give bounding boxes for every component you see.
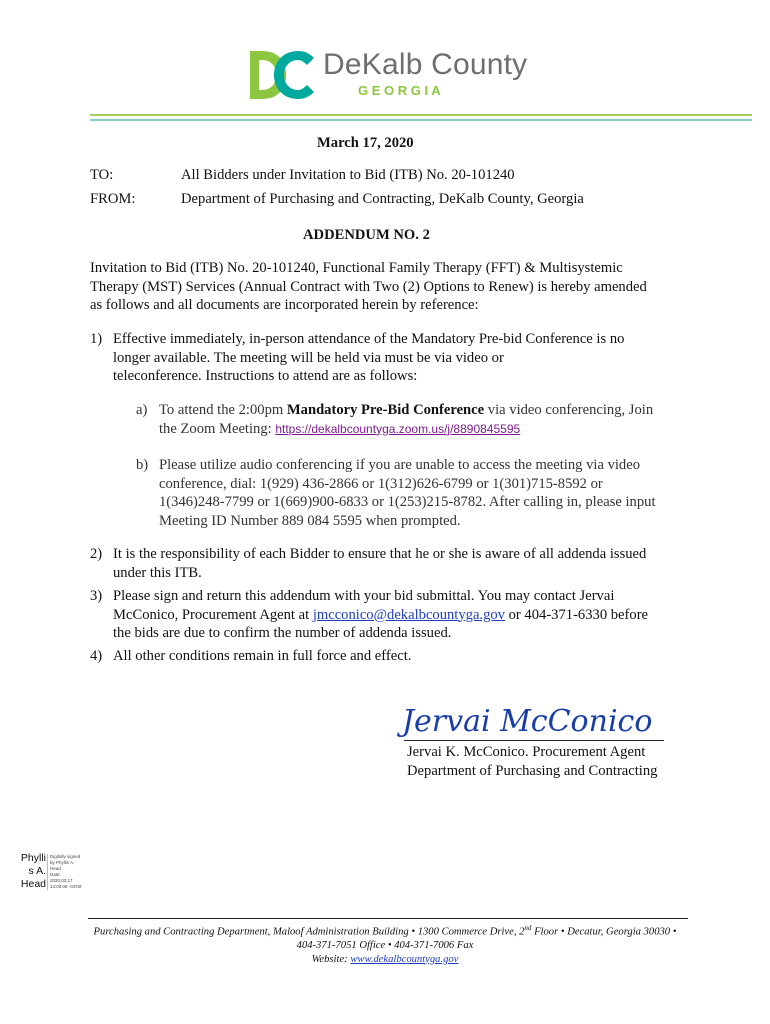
item-1a-line2-pre: the Zoom Meeting: [159, 420, 276, 437]
item-1b-line: Please utilize audio conferencing if you are unable to access the meeting via video [159, 457, 641, 473]
to-label: TO: [90, 167, 114, 183]
zoom-meeting-link[interactable]: https://dekalbcountyga.zoom.us/j/8890845595 [275, 421, 521, 436]
item-3-line2-post: or 404-371-6330 before [504, 606, 649, 623]
email-link[interactable]: jmcconico@dekalbcountyga.gov [312, 606, 505, 623]
item-3-line2-pre: McConico, Procurement Agent at [113, 606, 313, 623]
item-3-number: 3) [90, 588, 103, 604]
item-2-line: under this ITB. [113, 564, 202, 581]
item-1b-line: conference, dial: 1(929) 436-2866 or 1(312)626-6799 or 1(301)715-8592 or [159, 475, 603, 492]
digital-signature-detail: 2020.03.17 [50, 878, 73, 883]
footer-website [0, 953, 770, 967]
dc-logo-mark-icon [248, 48, 318, 102]
item-2-number: 2) [90, 546, 103, 562]
item-1-line: Effective immediately, in-person attendance of the Mandatory Pre-bid Conference is no [113, 331, 625, 347]
item-1a-line-1 [159, 401, 653, 420]
item-3-line-1: Please sign and return this addendum with your bid submittal. You may contact Jervai [113, 588, 615, 604]
digital-signer-name-line: Head [20, 878, 46, 890]
footer-rule [88, 918, 688, 919]
item-1a-label: a) [136, 402, 148, 418]
county-logo [248, 48, 538, 102]
to-value: All Bidders under Invitation to Bid (ITB) No. 20-101240 [181, 167, 515, 183]
item-3-text [113, 587, 648, 643]
item-4-number: 4) [90, 648, 103, 664]
footer-phone: 404-371-7051 Office • 404-371-7006 Fax [296, 940, 474, 952]
signer-department: Department of Purchasing and Contracting [407, 763, 658, 779]
item-4-text: All other conditions remain in full force and effect. [113, 648, 412, 664]
footer-address-post: Floor • Decatur, Georgia 30030 • [531, 926, 677, 938]
intro-paragraph [90, 259, 647, 315]
item-1b-text [159, 456, 656, 530]
handwritten-signature: Jervai McConico [402, 704, 653, 739]
footer-address-pre: Purchasing and Contracting Department, Maloof Administration Building • 1300 Commerce Drive, 2 [93, 926, 525, 938]
item-1a-pre: To attend the 2:00pm [159, 402, 287, 418]
item-3-line-2 [113, 606, 648, 625]
digital-signature-details [50, 854, 82, 890]
intro-line: Therapy (MST) Services (Annual Contract with Two (2) Options to Renew) is hereby amended [90, 278, 647, 295]
footer [0, 922, 770, 966]
digital-signature-detail: Head [50, 866, 61, 871]
item-1a-line-2 [159, 420, 653, 439]
digital-signature-detail: Date: [50, 872, 61, 877]
header-rule-teal [90, 119, 752, 121]
digital-signer-name [20, 852, 46, 891]
item-1-text [113, 330, 624, 386]
signer-name-title: Jervai K. McConico. Procurement Agent [407, 744, 646, 760]
item-1a-post: via video conferencing, Join [484, 402, 654, 418]
from-value: Department of Purchasing and Contracting, DeKalb County, Georgia [181, 191, 584, 207]
digital-signer-name-line: Phylli [20, 852, 46, 864]
digital-signature-divider [47, 854, 48, 890]
logo-title: DeKalb County [323, 48, 528, 81]
item-2-line: It is the responsibility of each Bidder to ensure that he or she is aware of all addenda issued [113, 546, 647, 562]
digital-signer-name-line: s A. [28, 865, 46, 877]
website-link[interactable]: www.dekalbcountyga.gov [350, 953, 459, 965]
footer-address [0, 922, 770, 939]
item-1-number: 1) [90, 331, 103, 347]
item-1b-label: b) [136, 457, 149, 473]
item-1-line: longer available. The meeting will be held via must be via video or [113, 349, 504, 366]
logo-subtitle: G E O R G I A [358, 83, 441, 98]
digital-signature-detail: Digitally signed [50, 854, 81, 859]
digital-signature-stamp [20, 852, 100, 898]
header-rule-green [90, 114, 752, 116]
addendum-title: ADDENDUM NO. 2 [303, 227, 430, 243]
intro-line: as follows and all documents are incorporated herein by reference: [90, 297, 479, 313]
item-1a-text [159, 401, 653, 438]
intro-line: Invitation to Bid (ITB) No. 20-101240, Functional Family Therapy (FFT) & Multisystemic [90, 260, 623, 276]
digital-signature-detail: by Phyllis A. [50, 860, 75, 865]
footer-address-sup: nd [524, 924, 532, 932]
item-1b-line: 1(346)248-7799 or 1(669)900-6833 or 1(253)215-8782. After calling in, please input [159, 494, 656, 510]
signature-line [404, 740, 664, 741]
memo-date: March 17, 2020 [317, 135, 414, 151]
item-3-line-3: the bids are due to confirm the number of addenda issued. [113, 625, 452, 641]
item-1-line: teleconference. Instructions to attend are as follows: [113, 368, 418, 384]
item-1b-line: Meeting ID Number 889 084 5595 when prompted. [159, 512, 461, 529]
item-2-text [113, 545, 646, 582]
digital-signature-detail: 14:00:08 -04'00' [50, 884, 82, 889]
from-label: FROM: [90, 191, 136, 207]
footer-website-label: Website: [311, 953, 351, 965]
item-1a-bold: Mandatory Pre-Bid Conference [286, 402, 485, 418]
